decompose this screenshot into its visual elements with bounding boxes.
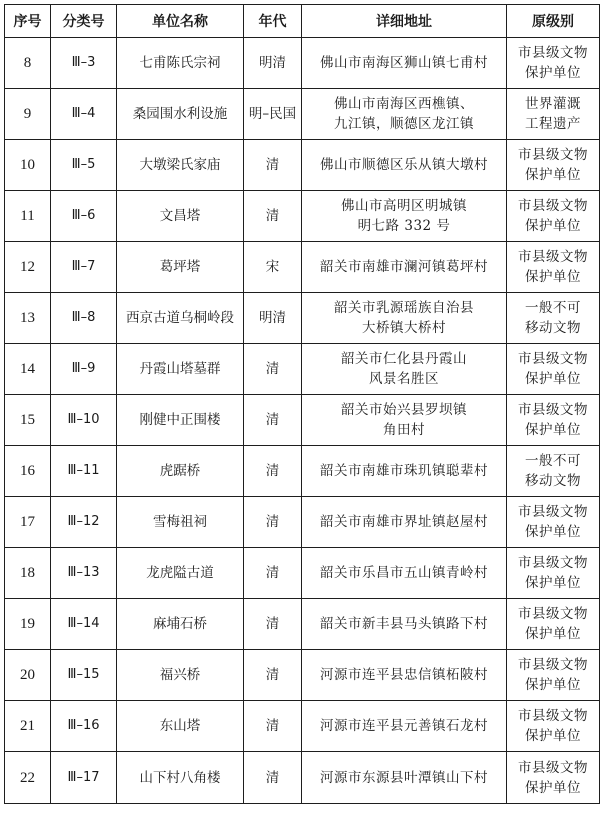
table-row [5, 140, 600, 191]
detailed-address [302, 548, 507, 599]
row-number: 21 [5, 701, 51, 752]
address-line: 大桥镇大桥村 [362, 320, 446, 336]
era: 清 [244, 395, 302, 446]
address-line: 韶关市南雄市珠玑镇聪辈村 [320, 463, 488, 479]
level-line: 保护单位 [525, 422, 581, 438]
site-name: 七甫陈氏宗祠 [117, 38, 244, 89]
table-row [5, 38, 600, 89]
header-classification: 分类号 [51, 5, 117, 38]
site-name: 刚健中正围楼 [117, 395, 244, 446]
site-name: 虎踞桥 [117, 446, 244, 497]
detailed-address [302, 344, 507, 395]
classification-code: Ⅲ–3 [51, 38, 117, 89]
detailed-address [302, 140, 507, 191]
detailed-address [302, 89, 507, 140]
table-row [5, 701, 600, 752]
level-line: 市县级文物 [518, 147, 588, 163]
era: 明清 [244, 38, 302, 89]
era: 清 [244, 446, 302, 497]
detailed-address [302, 293, 507, 344]
original-level [507, 140, 600, 191]
original-level [507, 293, 600, 344]
site-name: 西京古道乌桐岭段 [117, 293, 244, 344]
table-body [5, 38, 600, 804]
original-level [507, 599, 600, 650]
original-level [507, 701, 600, 752]
table-row [5, 497, 600, 548]
era: 清 [244, 752, 302, 804]
era: 明–民国 [244, 89, 302, 140]
row-number: 8 [5, 38, 51, 89]
address-line: 佛山市高明区明城镇 [341, 198, 467, 214]
classification-code: Ⅲ–11 [51, 446, 117, 497]
level-line: 保护单位 [525, 65, 581, 81]
row-number: 20 [5, 650, 51, 701]
era: 清 [244, 191, 302, 242]
original-level [507, 344, 600, 395]
level-line: 市县级文物 [518, 555, 588, 571]
original-level [507, 752, 600, 804]
row-number: 15 [5, 395, 51, 446]
row-number: 11 [5, 191, 51, 242]
row-number: 18 [5, 548, 51, 599]
era: 明清 [244, 293, 302, 344]
detailed-address [302, 38, 507, 89]
row-number: 10 [5, 140, 51, 191]
level-line: 保护单位 [525, 218, 581, 234]
detailed-address [302, 242, 507, 293]
address-line: 角田村 [383, 422, 425, 438]
level-line: 市县级文物 [518, 759, 588, 776]
address-line: 河源市东源县叶潭镇山下村 [320, 769, 488, 786]
era: 清 [244, 140, 302, 191]
header-original-level: 原级别 [507, 5, 600, 38]
table-row [5, 446, 600, 497]
level-line: 市县级文物 [518, 402, 588, 418]
row-number: 12 [5, 242, 51, 293]
table-row [5, 395, 600, 446]
level-line: 市县级文物 [518, 504, 588, 520]
detailed-address [302, 599, 507, 650]
detailed-address [302, 497, 507, 548]
era: 清 [244, 548, 302, 599]
level-line: 保护单位 [525, 677, 581, 693]
level-line: 保护单位 [525, 524, 581, 540]
detailed-address [302, 446, 507, 497]
header-no: 序号 [5, 5, 51, 38]
site-name: 桑园围水利设施 [117, 89, 244, 140]
original-level [507, 89, 600, 140]
site-name: 麻埔石桥 [117, 599, 244, 650]
detailed-address [302, 191, 507, 242]
level-line: 市县级文物 [518, 351, 588, 367]
address-line: 河源市连平县元善镇石龙村 [320, 718, 488, 734]
era: 清 [244, 599, 302, 650]
classification-code: Ⅲ–10 [51, 395, 117, 446]
level-line: 保护单位 [525, 575, 581, 591]
row-number: 13 [5, 293, 51, 344]
classification-code: Ⅲ–12 [51, 497, 117, 548]
table-row [5, 242, 600, 293]
site-name: 葛坪塔 [117, 242, 244, 293]
classification-code: Ⅲ–15 [51, 650, 117, 701]
classification-code: Ⅲ–14 [51, 599, 117, 650]
header-name: 单位名称 [117, 5, 244, 38]
address-line: 风景名胜区 [369, 371, 439, 387]
address-line: 韶关市南雄市澜河镇葛坪村 [320, 259, 488, 275]
table-row [5, 752, 600, 804]
address-line: 佛山市南海区西樵镇、 [334, 96, 474, 112]
site-name: 雪梅祖祠 [117, 497, 244, 548]
address-line: 河源市连平县忠信镇柘陂村 [320, 667, 488, 683]
classification-code: Ⅲ–16 [51, 701, 117, 752]
row-number: 22 [5, 752, 51, 804]
level-line: 一般不可 [525, 300, 581, 316]
table-row [5, 191, 600, 242]
level-line: 市县级文物 [518, 45, 588, 61]
address-line: 明七路 332 号 [357, 218, 451, 234]
row-number: 14 [5, 344, 51, 395]
address-line: 韶关市仁化县丹霞山 [341, 351, 467, 367]
level-line: 世界灌溉 [525, 96, 581, 112]
site-name: 龙虎隘古道 [117, 548, 244, 599]
site-name: 东山塔 [117, 701, 244, 752]
address-line: 九江镇，顺德区龙江镇 [334, 116, 474, 132]
classification-code: Ⅲ–4 [51, 89, 117, 140]
level-line: 市县级文物 [518, 249, 588, 265]
level-line: 市县级文物 [518, 657, 588, 673]
row-number: 16 [5, 446, 51, 497]
level-line: 移动文物 [525, 473, 581, 489]
table-row [5, 293, 600, 344]
original-level [507, 242, 600, 293]
detailed-address [302, 701, 507, 752]
header-address: 详细地址 [302, 5, 507, 38]
address-line: 佛山市顺德区乐从镇大墩村 [320, 157, 488, 173]
era: 清 [244, 701, 302, 752]
level-line: 市县级文物 [518, 606, 588, 622]
original-level [507, 497, 600, 548]
site-name: 山下村八角楼 [117, 752, 244, 804]
era: 宋 [244, 242, 302, 293]
site-name: 文昌塔 [117, 191, 244, 242]
header-era: 年代 [244, 5, 302, 38]
address-line: 韶关市乳源瑶族自治县 [334, 300, 474, 316]
level-line: 市县级文物 [518, 708, 588, 724]
level-line: 工程遗产 [525, 116, 581, 132]
address-line: 韶关市南雄市界址镇赵屋村 [320, 514, 488, 530]
heritage-site-table [4, 4, 600, 804]
level-line: 保护单位 [525, 779, 581, 796]
address-line: 佛山市南海区狮山镇七甫村 [320, 55, 488, 71]
era: 清 [244, 497, 302, 548]
table-header [5, 5, 600, 38]
original-level [507, 650, 600, 701]
classification-code: Ⅲ–5 [51, 140, 117, 191]
era: 清 [244, 344, 302, 395]
classification-code: Ⅲ–13 [51, 548, 117, 599]
header-row [5, 5, 600, 38]
address-line: 韶关市始兴县罗坝镇 [341, 402, 467, 418]
site-name: 大墩梁氏家庙 [117, 140, 244, 191]
table-row [5, 344, 600, 395]
row-number: 17 [5, 497, 51, 548]
level-line: 市县级文物 [518, 198, 588, 214]
classification-code: Ⅲ–9 [51, 344, 117, 395]
level-line: 保护单位 [525, 728, 581, 744]
original-level [507, 548, 600, 599]
classification-code: Ⅲ–8 [51, 293, 117, 344]
level-line: 移动文物 [525, 320, 581, 336]
level-line: 保护单位 [525, 167, 581, 183]
level-line: 保护单位 [525, 269, 581, 285]
table-row [5, 89, 600, 140]
site-name: 福兴桥 [117, 650, 244, 701]
table-row [5, 650, 600, 701]
address-line: 韶关市乐昌市五山镇青岭村 [320, 565, 488, 581]
level-line: 一般不可 [525, 453, 581, 469]
row-number: 9 [5, 89, 51, 140]
detailed-address [302, 650, 507, 701]
classification-code: Ⅲ–7 [51, 242, 117, 293]
address-line: 韶关市新丰县马头镇路下村 [320, 616, 488, 632]
classification-code: Ⅲ–17 [51, 752, 117, 804]
site-name: 丹霞山塔墓群 [117, 344, 244, 395]
original-level [507, 446, 600, 497]
row-number: 19 [5, 599, 51, 650]
detailed-address [302, 395, 507, 446]
level-line: 保护单位 [525, 371, 581, 387]
original-level [507, 38, 600, 89]
level-line: 保护单位 [525, 626, 581, 642]
era: 清 [244, 650, 302, 701]
table-row [5, 599, 600, 650]
table-row [5, 548, 600, 599]
original-level [507, 395, 600, 446]
detailed-address [302, 752, 507, 804]
classification-code: Ⅲ–6 [51, 191, 117, 242]
original-level [507, 191, 600, 242]
